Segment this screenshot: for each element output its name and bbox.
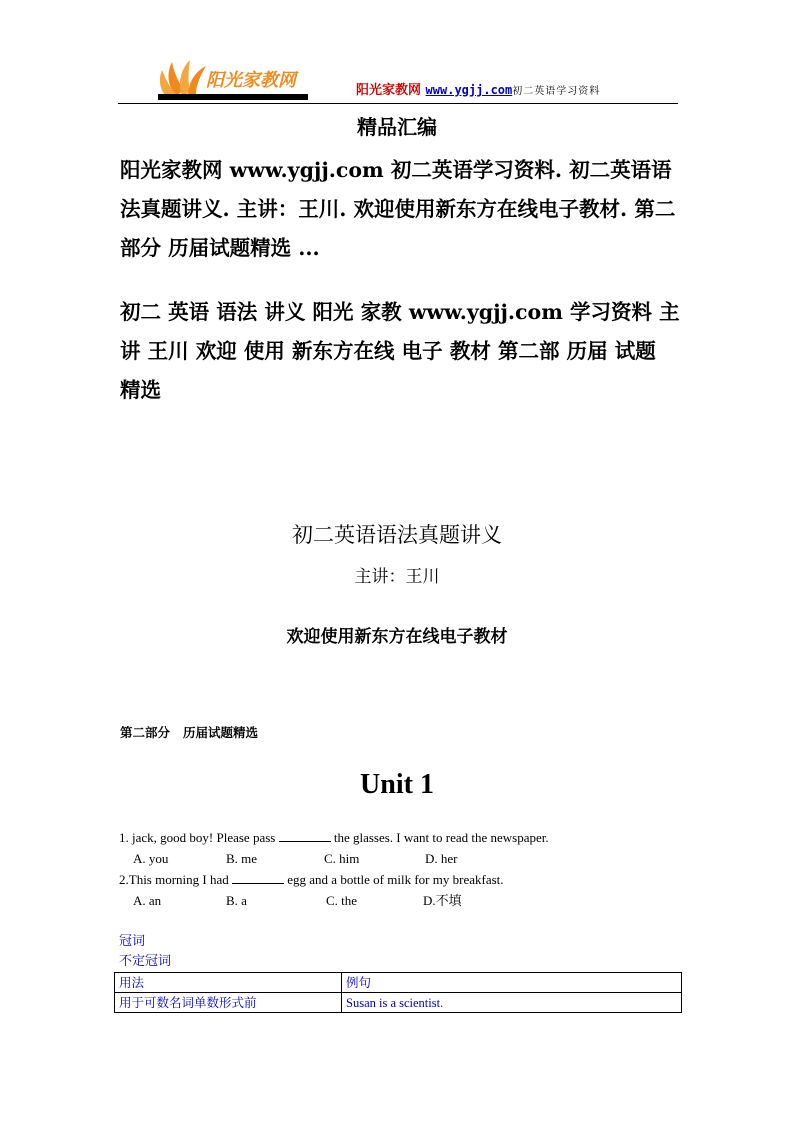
option-a: A. you: [133, 851, 169, 866]
header-subtitle: 初二英语学习资料: [512, 86, 601, 97]
grammar-subtopic: 不定冠词: [119, 954, 172, 969]
table-header-row: [115, 973, 682, 993]
logo-text: 阳光家教网: [206, 70, 296, 91]
table-cell-usage: 用于可数名词单数形式前: [115, 993, 342, 1013]
header-banner: [356, 82, 600, 100]
question-2: [119, 871, 504, 889]
question-1: [119, 829, 549, 847]
table-cell-example: Susan is a scientist.: [342, 993, 682, 1013]
answer-blank: [232, 872, 284, 884]
table-header-example: 例句: [342, 973, 682, 993]
option-d: D.不填: [423, 893, 462, 908]
document-title: 初二英语语法真题讲义: [292, 523, 502, 547]
question-1-stem-end: the glasses. I want to read the newspaper.: [333, 830, 549, 845]
summary-keywords: 初二 英语 语法 讲义 阳光 家教 www.ygjj.com 学习资料 主讲 王川 欢迎 使用 新东方在线 电子 教材 第二部 历届 试题 精选: [120, 300, 680, 402]
question-2-stem-start: 2.This morning I had: [119, 872, 229, 887]
site-logo: [158, 56, 318, 100]
option-c: C. him: [324, 851, 360, 866]
usage-table: [114, 972, 682, 1013]
document-welcome: 欢迎使用新东方在线电子教材: [286, 627, 508, 647]
table-header-usage: 用法: [115, 973, 342, 993]
table-row: [115, 993, 682, 1013]
option-b: B. me: [226, 851, 258, 866]
option-c: C. the: [326, 893, 358, 908]
question-1-stem-start: 1. jack, good boy! Please pass: [119, 830, 276, 845]
header-url-link[interactable]: www.ygjj.com: [425, 83, 513, 97]
summary-title: 精品汇编: [357, 115, 437, 139]
option-d: D. her: [425, 851, 458, 866]
option-b: B. a: [226, 893, 247, 908]
header-divider: [118, 103, 678, 104]
document-speaker: 主讲：王川: [354, 567, 440, 587]
question-2-stem-end: egg and a bottle of milk for my breakfast.: [287, 872, 504, 887]
grammar-topic: 冠词: [119, 934, 146, 949]
option-a: A. an: [133, 893, 162, 908]
section-heading: 第二部分 历届试题精选: [120, 725, 259, 740]
unit-title: Unit 1: [360, 769, 434, 800]
answer-blank: [279, 830, 331, 842]
header-site-name: 阳光家教网: [356, 83, 422, 98]
summary-intro: 阳光家教网 www.ygjj.com 初二英语学习资料. 初二英语语法真题讲义. 主讲：王川. 欢迎使用新东方在线电子教材. 第二部分 历届试题精选 ...: [120, 158, 676, 260]
